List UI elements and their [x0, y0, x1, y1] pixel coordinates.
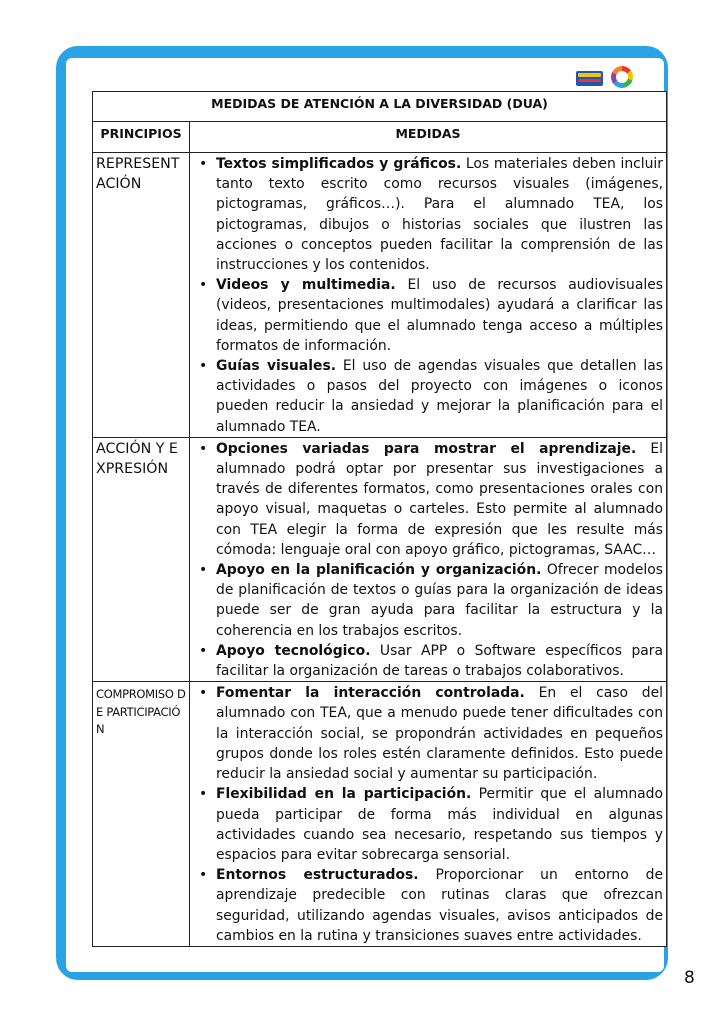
measure-title: Apoyo tecnológico. — [216, 642, 371, 659]
principle-cell: ACCIÓN Y EXPRESIÓN — [93, 437, 190, 681]
measure-text: El alumnado podrá optar por presentar sus investigaciones a través de diferentes formatos, como presentaciones orales con apoyo visual, maquetas o carteles. Esto permite al alumnado con TEA elegir la forma de expresión que les resulte más cómoda: lenguaje oral con apoyo gráfico, pictogramas, SAAC… — [216, 440, 663, 558]
measures-cell — [190, 437, 667, 681]
measure-text: En el caso del alumnado con TEA, que a menudo puede tener dificultades con la interacción social, se propondrán actividades en pequeños grupos donde los roles estén claramente definidos. Esto puede reducir la ansiedad social y aumentar su participación. — [216, 685, 663, 783]
column-header-measures: MEDIDAS — [190, 122, 667, 153]
principle-cell: COMPROMISO DE PARTICIPACIÓN — [93, 682, 190, 947]
list-item — [216, 154, 663, 275]
measure-title: Fomentar la interacción controlada. — [216, 685, 525, 702]
list-item — [216, 865, 663, 946]
measure-title: Apoyo en la planificación y organización. — [216, 562, 542, 579]
measure-title: Entornos estructurados. — [216, 867, 419, 884]
measure-title: Textos simplificados y gráficos. — [216, 156, 462, 172]
column-header-principles: PRINCIPIOS — [93, 122, 190, 153]
measure-title: Guías visuales. — [216, 358, 337, 375]
measures-list — [190, 154, 663, 437]
measure-text: Proporcionar un entorno de aprendizaje predecible con rutinas claras que ofrezcan seguridad, utilizando agendas visuales, avisos anticipados de cambios en la rutina y transiciones suaves entre actividades. — [216, 867, 663, 944]
list-item — [216, 356, 663, 437]
measures-cell — [190, 682, 667, 947]
measure-text: Permitir que el alumnado pueda participar de forma más individual en algunas actividades cuando sea necesario, respetando sus tiempos y espacios para evitar sobrecarga sensorial. — [216, 786, 663, 863]
list-item — [216, 560, 663, 641]
table-row — [93, 682, 667, 947]
list-item — [216, 641, 663, 681]
measures-list — [190, 439, 663, 681]
list-item — [216, 439, 663, 560]
measure-text: Usar APP o Software específicos para facilitar la organización de tareas o trabajos colaborativos. — [216, 642, 663, 680]
table-title: MEDIDAS DE ATENCIÓN A LA DIVERSIDAD (DUA) — [93, 92, 667, 122]
measure-text: El uso de recursos audiovisuales (videos, presentaciones multimodales) ayudará a clarificar las ideas, permitiendo que el alumnado tenga acceso a múltiples formatos de información. — [216, 277, 663, 354]
page-number: 8 — [684, 968, 695, 988]
measure-title: Videos y multimedia. — [216, 277, 396, 294]
measure-text: Ofrecer modelos de planificación de textos o guías para la organización de ideas puede ser de gran ayuda para facilitar la estructura y la coherencia en los trabajos escritos. — [216, 562, 663, 639]
measure-text: Los materiales deben incluir tanto texto escrito como recursos visuales (imágenes, pictogramas, gráficos…). Para el alumnado TEA, los pictogramas, dibujos o historias sociales que ilustren las acciones o conceptos pueden facilitar la comprensión de las instrucciones y los contenidos. — [216, 156, 663, 274]
measures-list — [190, 683, 663, 946]
table-row — [93, 153, 667, 438]
diversity-measures-table — [92, 91, 667, 947]
table-row — [93, 437, 667, 681]
measure-title: Flexibilidad en la participación. — [216, 786, 472, 803]
measure-text: El uso de agendas visuales que detallen las actividades o pasos del proyecto con imágenes o iconos pueden reducir la ansiedad y mejorar la planificación para el alumnado TEA. — [216, 358, 663, 435]
principle-cell: REPRESENTACIÓN — [93, 153, 190, 438]
school-logo-icon — [576, 66, 642, 90]
measure-title: Opciones variadas para mostrar el aprendizaje. — [216, 440, 637, 457]
list-item — [216, 683, 663, 784]
list-item — [216, 784, 663, 865]
list-item — [216, 275, 663, 356]
measures-cell — [190, 153, 667, 438]
